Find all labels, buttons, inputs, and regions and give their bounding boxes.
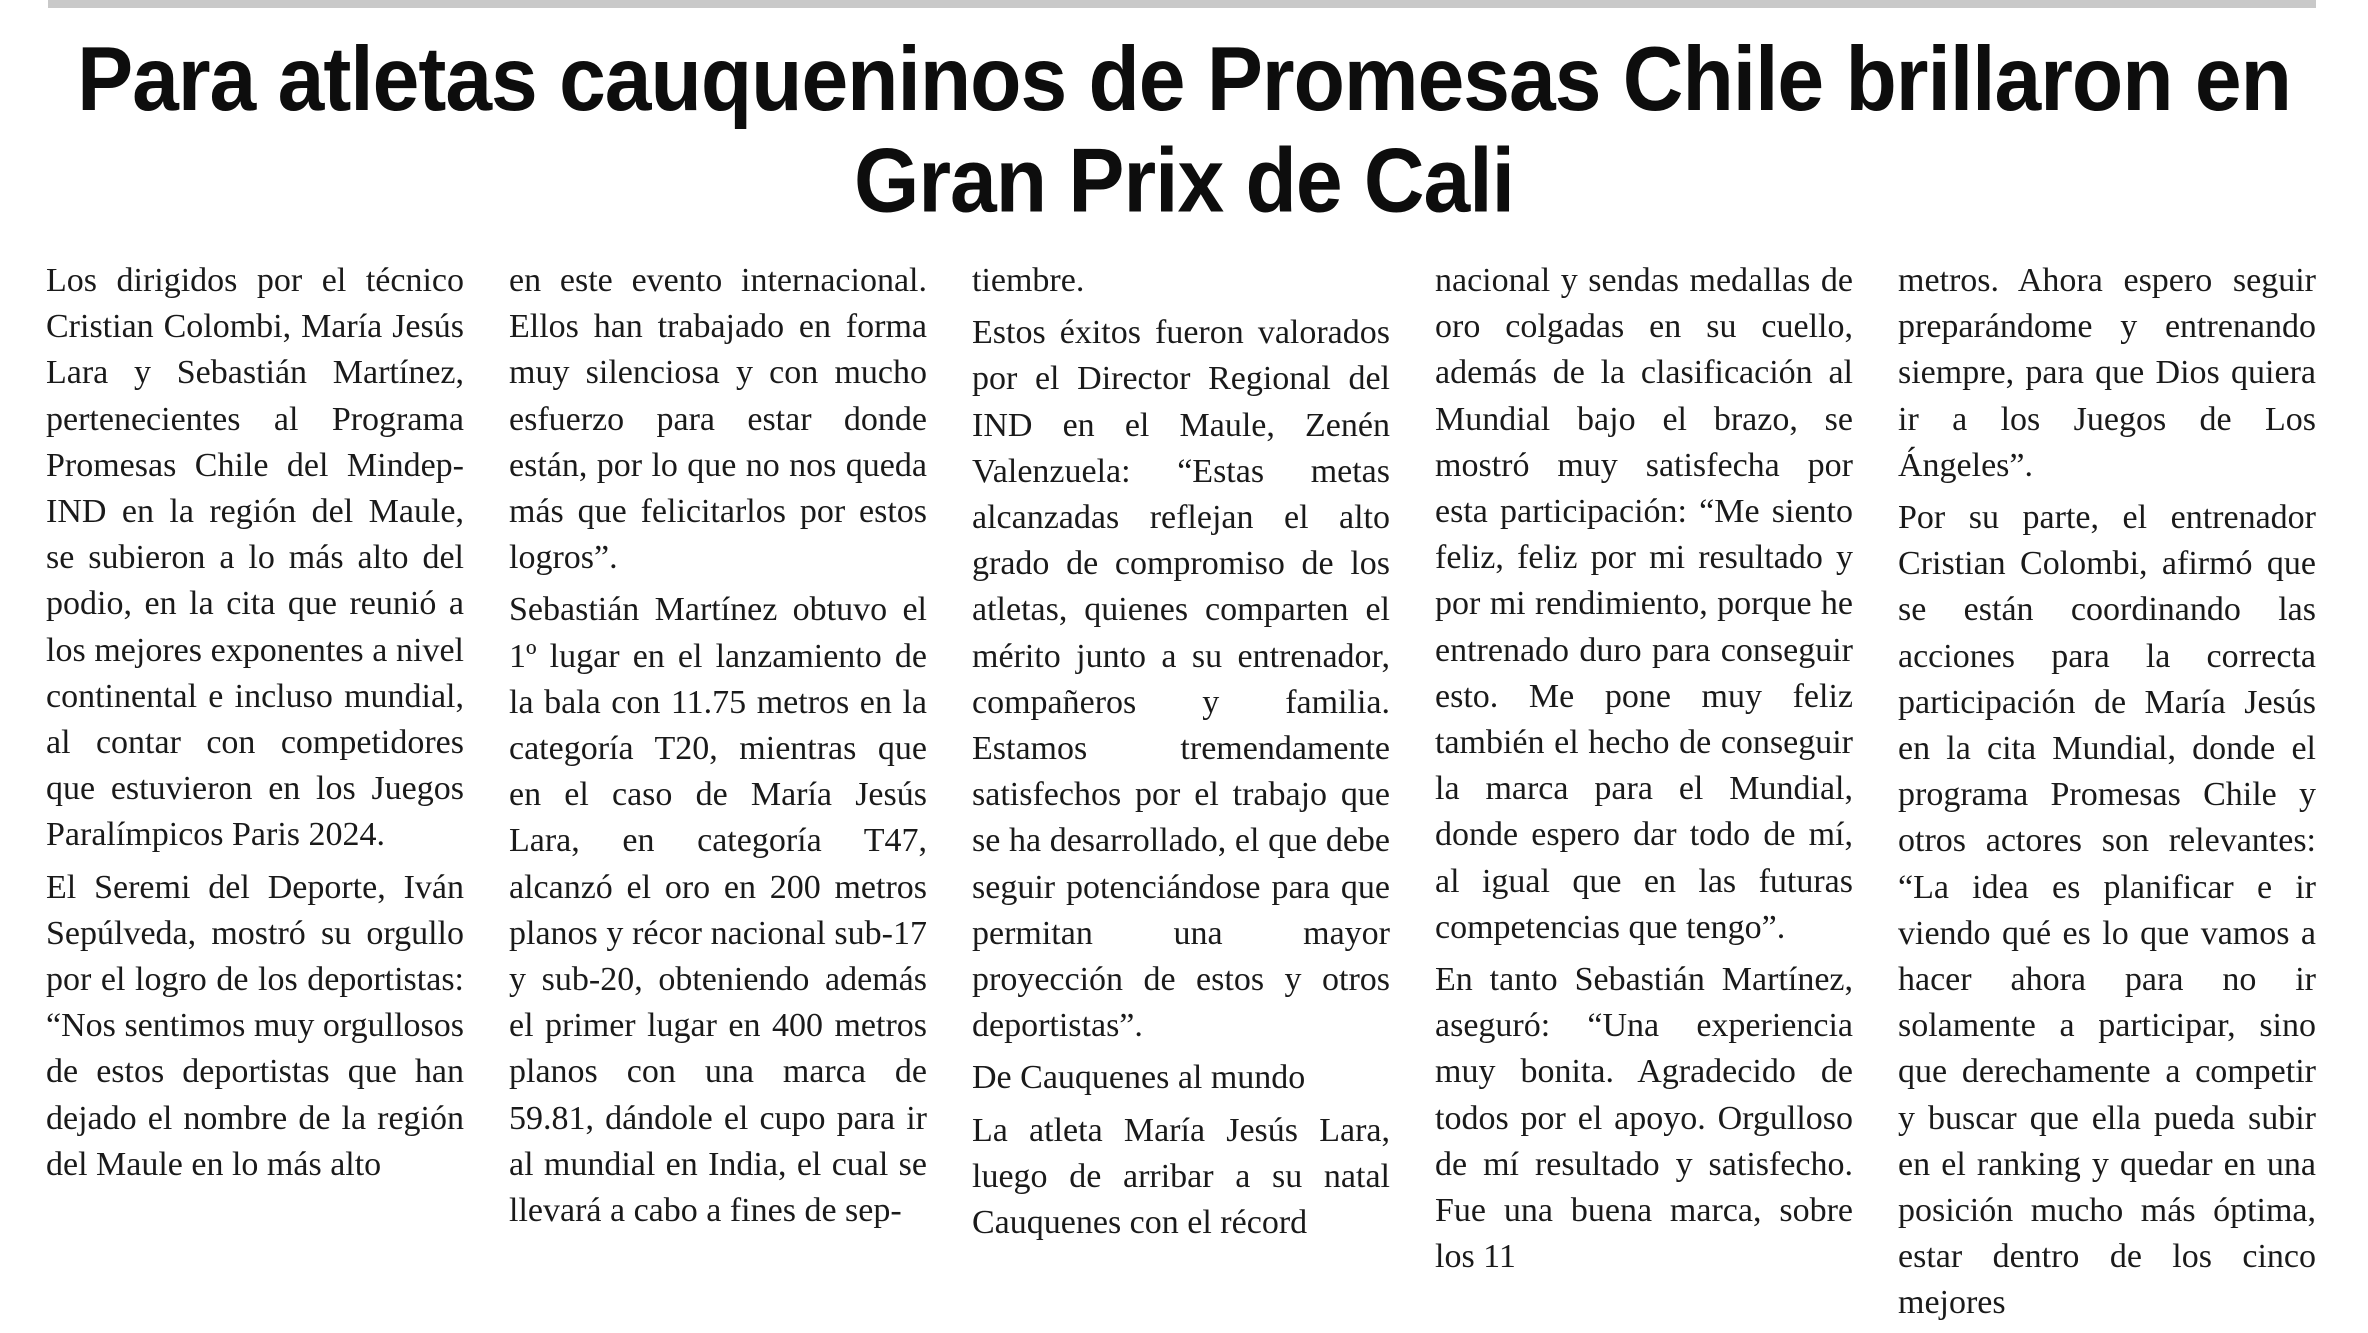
column-5 xyxy=(1898,258,2316,1333)
section-subhead: De Cauquenes al mundo xyxy=(972,1059,1306,1097)
paragraph: La atleta María Jesús Lara, luego de arribar a su natal Cauquenes con el récord xyxy=(972,1111,1390,1242)
paragraph: Los dirigidos por el técnico Cristian Colombi, María Jesús Lara y Sebastián Martínez, pertenecientes al Programa Promesas Chile del Mindep-IND en la región del Maule, se subieron a lo más alto del podio, en la cita que reunió a los mejores exponentes a nivel continental e incluso mundial, al contar con competidores que estuvieron en los Juegos Paralímpicos Paris 2024. xyxy=(46,262,464,854)
column-4 xyxy=(1435,258,1853,1286)
column-2 xyxy=(509,258,927,1240)
paragraph: Por su parte, el entrenador Cristian Colombi, afirmó que se están coordinando las acciones para la correcta participación de María Jesús en la cita Mundial, donde el programa Promesas Chile y otros actores son relevantes: “La idea es planificar e ir viendo qué es lo que vamos a hacer ahora para no ir solamente a participar, sino que derechamente a competir y buscar que ella pueda subir en el ranking y quedar en una posición mucho más óptima, estar dentro de los cinco mejores xyxy=(1898,499,2316,1322)
paragraph: en este evento internacional. Ellos han trabajado en forma muy silenciosa y con mucho esfuerzo para estar donde están, por lo que no nos queda más que felicitarlos por estos logros”. xyxy=(509,262,927,577)
column-1 xyxy=(46,258,464,1194)
top-rule xyxy=(48,0,2316,8)
column-3 xyxy=(972,258,1390,1252)
headline: Para atletas cauqueninos de Promesas Chile brillaron en Gran Prix de Cali xyxy=(77,28,2291,232)
paragraph: tiembre. xyxy=(972,262,1085,299)
article-body xyxy=(46,258,2318,1322)
paragraph: metros. Ahora espero seguir preparándome y entrenando siempre, para que Dios quiera ir a los Juegos de Los Ángeles”. xyxy=(1898,262,2316,484)
paragraph: Sebastián Martínez obtuvo el 1º lugar en el lanzamiento de la bala con 11.75 metros en la categoría T20, mientras que en el caso de María Jesús Lara, en categoría T47, alcanzó el oro en 200 metros planos y récor nacional sub-17 y sub-20, obteniendo además el primer lugar en 400 metros planos con una marca de 59.81, dándole el cupo para ir al mundial en India, el cual se llevará a cabo a fines de sep- xyxy=(509,591,927,1230)
paragraph: nacional y sendas medallas de oro colgadas en su cuello, además de la clasificación al Mundial bajo el brazo, se mostró muy satisfecha por esta participación: “Me siento feliz, feliz por mi resultado y por mi rendimiento, porque he entrenado duro para conseguir esto. Me pone muy feliz también el hecho de conseguir la marca para el Mundial, donde espero dar todo de mí, al igual que en las futuras competencias que tengo”. xyxy=(1435,262,1853,946)
paragraph: En tanto Sebastián Martínez, aseguró: “Una experiencia muy bonita. Agradecido de todos por el apoyo. Orgulloso de mí resultado y satisfecho. Fue una buena marca, sobre los 11 xyxy=(1435,961,1853,1276)
paragraph: El Seremi del Deporte, Iván Sepúlveda, mostró su orgullo por el logro de los deportistas: “Nos sentimos muy orgullosos de estos deportistas que han dejado el nombre de la región del Maule en lo más alto xyxy=(46,868,464,1183)
paragraph: Estos éxitos fueron valorados por el Director Regional del IND en el Maule, Zenén Valenzuela: “Estas metas alcanzadas reflejan el alto grado de compromiso de los atletas, quienes comparten el mérito junto a su entrenador, compañeros y familia. Estamos tremendamente satisfechos por el trabajo que se ha desarrollado, el que debe seguir potenciándose para que permitan una mayor proyección de estos y otros deportistas”. xyxy=(972,314,1390,1045)
